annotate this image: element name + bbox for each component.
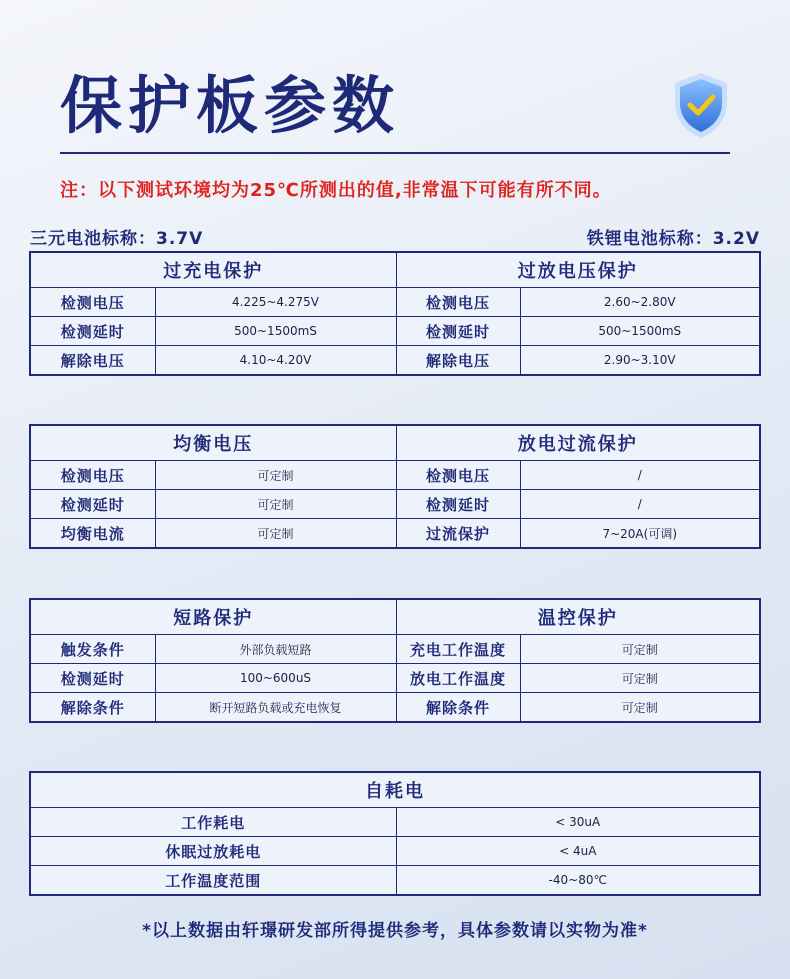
- param-value: /: [520, 461, 759, 490]
- param-label: 检测延时: [396, 317, 520, 346]
- param-label: 充电工作温度: [396, 635, 520, 664]
- param-label: 过流保护: [396, 519, 520, 548]
- param-value: 7~20A(可调): [520, 519, 759, 548]
- test-condition-note: 注：以下测试环境均为25℃所测出的值,非常温下可能有所不同。: [60, 180, 612, 201]
- param-value: 可定制: [155, 461, 396, 490]
- param-label: 均衡电流: [31, 519, 155, 548]
- param-value: 500~1500mS: [520, 317, 759, 346]
- param-label: 检测电压: [31, 461, 155, 490]
- self-consumption-header: 自耗电: [31, 773, 759, 808]
- overcharge-header: 过充电保护: [31, 253, 396, 288]
- param-label: 放电工作温度: [396, 664, 520, 693]
- param-value: /: [520, 490, 759, 519]
- balance-overcurrent-table: [29, 424, 761, 549]
- overcharge-overdischarge-table: [29, 251, 761, 376]
- shortcircuit-temperature-table: [29, 598, 761, 723]
- param-label: 休眠过放耗电: [31, 837, 396, 866]
- param-label: 解除条件: [396, 693, 520, 722]
- param-label: 解除电压: [31, 346, 155, 375]
- param-label: 解除电压: [396, 346, 520, 375]
- ternary-nominal-voltage: 三元电池标称：3.7V: [30, 229, 204, 249]
- param-label: 检测电压: [396, 288, 520, 317]
- param-label: 检测延时: [31, 317, 155, 346]
- param-value: 可定制: [155, 490, 396, 519]
- param-value: 外部负载短路: [155, 635, 396, 664]
- page-title: 保护板参数: [60, 69, 401, 142]
- param-value: 4.10~4.20V: [155, 346, 396, 375]
- param-value: < 4uA: [396, 837, 759, 866]
- param-value: 可定制: [155, 519, 396, 548]
- param-value: 可定制: [520, 693, 759, 722]
- param-label: 检测电压: [396, 461, 520, 490]
- disclaimer-footer: *以上数据由轩璟研发部所得提供参考，具体参数请以实物为准*: [142, 921, 648, 941]
- title-divider: [60, 152, 730, 154]
- param-value: 4.225~4.275V: [155, 288, 396, 317]
- discharge-overcurrent-header: 放电过流保护: [396, 426, 759, 461]
- param-value: 2.60~2.80V: [520, 288, 759, 317]
- param-label: 解除条件: [31, 693, 155, 722]
- param-value: 500~1500mS: [155, 317, 396, 346]
- param-value: 断开短路负载或充电恢复: [155, 693, 396, 722]
- shield-check-icon: [670, 70, 732, 140]
- param-value: 可定制: [520, 664, 759, 693]
- param-label: 检测延时: [31, 490, 155, 519]
- overdischarge-header: 过放电压保护: [396, 253, 759, 288]
- param-value: 可定制: [520, 635, 759, 664]
- param-value: 2.90~3.10V: [520, 346, 759, 375]
- param-label: 检测延时: [31, 664, 155, 693]
- short-circuit-header: 短路保护: [31, 600, 396, 635]
- param-value: < 30uA: [396, 808, 759, 837]
- temperature-control-header: 温控保护: [396, 600, 759, 635]
- param-label: 工作温度范围: [31, 866, 396, 895]
- param-label: 检测电压: [31, 288, 155, 317]
- param-label: 检测延时: [396, 490, 520, 519]
- balance-voltage-header: 均衡电压: [31, 426, 396, 461]
- self-consumption-table: [29, 771, 761, 896]
- param-value: 100~600uS: [155, 664, 396, 693]
- lfp-nominal-voltage: 铁锂电池标称：3.2V: [586, 229, 760, 249]
- param-label: 触发条件: [31, 635, 155, 664]
- param-value: -40~80℃: [396, 866, 759, 895]
- param-label: 工作耗电: [31, 808, 396, 837]
